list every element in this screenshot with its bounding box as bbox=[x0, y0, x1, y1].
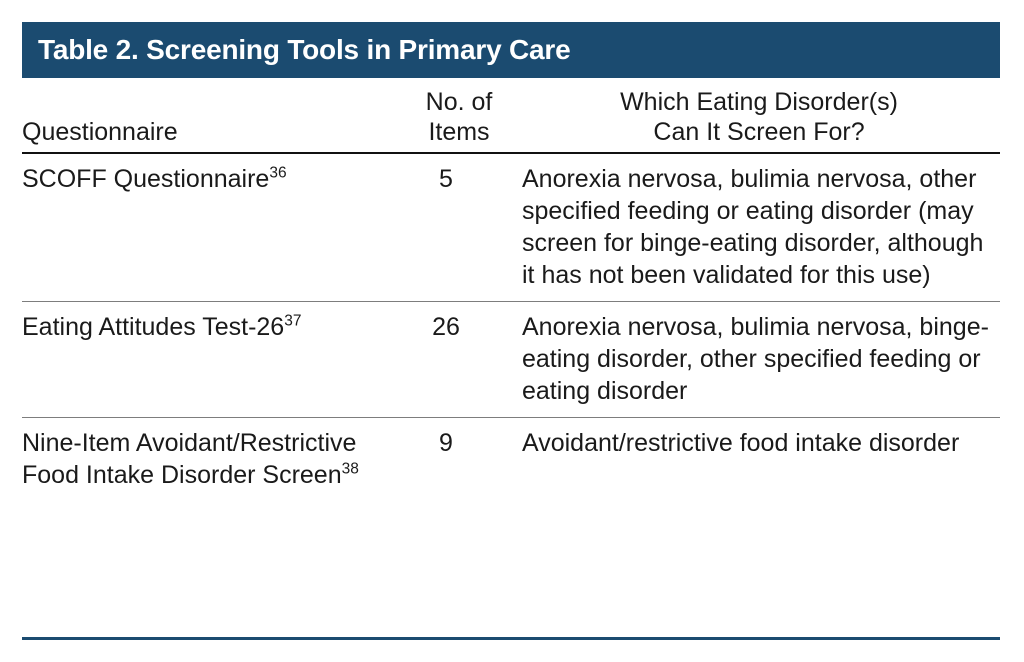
cell-items: 5 bbox=[400, 153, 518, 302]
column-header-items bbox=[400, 78, 518, 153]
cell-questionnaire bbox=[22, 302, 400, 418]
cell-items: 26 bbox=[400, 302, 518, 418]
column-header-screens-for-line2: Can It Screen For? bbox=[653, 117, 865, 146]
table-title: Table 2. Screening Tools in Primary Care bbox=[38, 34, 571, 65]
column-header-items-line1: No. of bbox=[425, 88, 493, 116]
questionnaire-name: SCOFF Questionnaire bbox=[22, 165, 270, 193]
table-row bbox=[22, 153, 1000, 302]
table-body bbox=[22, 153, 1000, 501]
cell-questionnaire bbox=[22, 418, 400, 502]
table-row bbox=[22, 302, 1000, 418]
column-header-screens-for bbox=[518, 78, 1000, 153]
column-header-items-line2: Items bbox=[428, 117, 490, 146]
reference-marker: 36 bbox=[269, 164, 287, 182]
reference-marker: 37 bbox=[284, 312, 302, 330]
cell-questionnaire bbox=[22, 153, 400, 302]
column-header-questionnaire bbox=[22, 78, 400, 153]
questionnaire-name: Eating Attitudes Test-26 bbox=[22, 313, 285, 341]
data-table bbox=[22, 78, 1000, 501]
cell-screens-for: Avoidant/restrictive food intake disorder bbox=[522, 429, 960, 457]
column-header-screens-for-line1: Which Eating Disorder(s) bbox=[620, 88, 898, 116]
reference-marker: 38 bbox=[341, 460, 359, 478]
table-head bbox=[22, 78, 1000, 153]
table-bottom-rule bbox=[22, 637, 1000, 640]
table-row bbox=[22, 418, 1000, 502]
cell-items: 9 bbox=[439, 429, 453, 457]
column-header-questionnaire-label: Questionnaire bbox=[22, 117, 178, 146]
table-header-row bbox=[22, 78, 1000, 153]
questionnaire-name: Nine-Item Avoidant/Restrictive Food Intake Disorder Screen bbox=[22, 429, 357, 489]
cell-screens-for: Anorexia nervosa, bulimia nervosa, binge-eating disorder, other specified feeding or eating disorder bbox=[518, 302, 1000, 418]
table-title-bar bbox=[22, 22, 1000, 78]
cell-screens-for: Anorexia nervosa, bulimia nervosa, other specified feeding or eating disorder (may screen for binge-eating disorder, although it has not been validated for this use) bbox=[518, 153, 1000, 302]
